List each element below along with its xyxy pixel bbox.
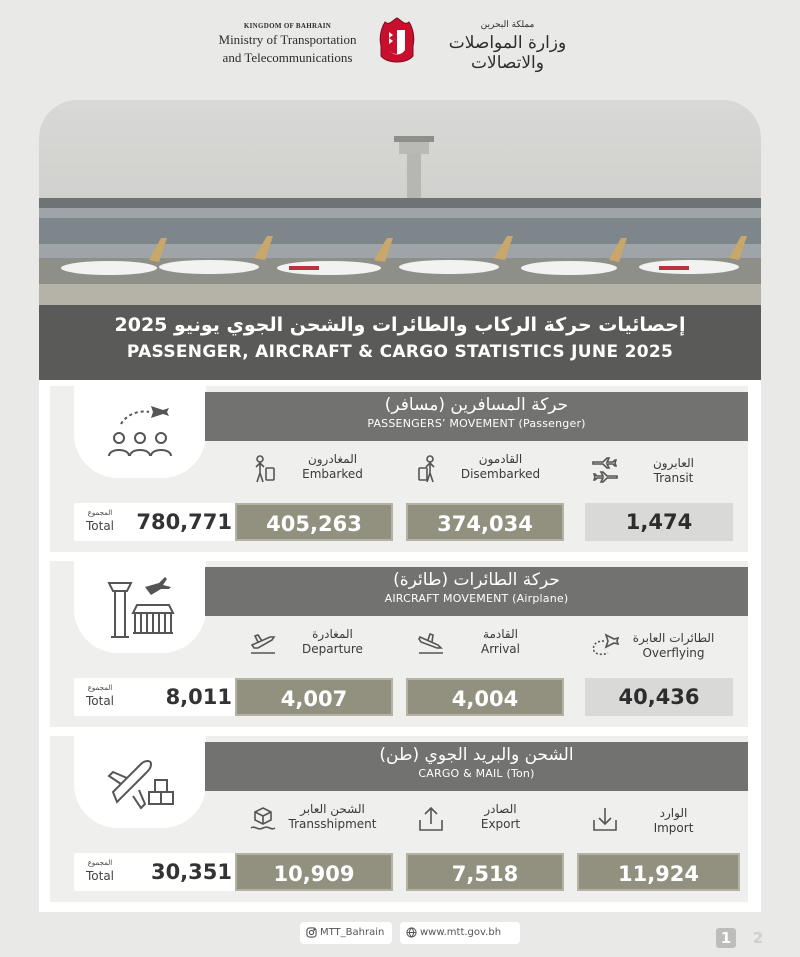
header: [0, 0, 800, 96]
kingdom-label-ar: مملكة البحرين: [480, 20, 535, 30]
ministry-line2-en: and Telecommunications: [222, 50, 353, 65]
footer-social: [300, 922, 520, 944]
person-luggage-icon: [416, 454, 446, 484]
passengers-icon-card: [74, 386, 206, 478]
website-link[interactable]: [400, 922, 520, 944]
kingdom-label-en: KINGDOM OF BAHRAIN: [243, 22, 332, 30]
page-title-en: PASSENGER, AIRCRAFT & CARGO STATISTICS JUNE 2025: [126, 342, 674, 362]
total-label-en: Total: [85, 869, 115, 883]
page-title-ar: إحصائيات حركة الركاب والطائرات والشحن الجوي يونيو 2025: [114, 314, 686, 336]
import-arrow-icon: [590, 804, 620, 834]
person-luggage-icon: [248, 454, 278, 484]
pagination: [716, 928, 776, 948]
bahrain-crest-icon: [377, 16, 417, 70]
total-label-en: Total: [85, 694, 115, 708]
arrival-label-ar: القادمة: [483, 627, 518, 641]
transit-label: [580, 446, 733, 491]
transshipment-label-en: Transshipment: [288, 817, 377, 831]
export-value: 7,518: [406, 853, 564, 891]
total-label-ar: المجموع: [87, 859, 113, 867]
passengers-section: [50, 386, 748, 552]
cargo-icon-card: [74, 736, 206, 828]
cargo-heading-ar: الشحن والبريد الجوي (طن): [379, 745, 574, 765]
aircraft-icon-card: [74, 561, 206, 653]
aircraft-heading-ar: حركة الطائرات (طائرة): [393, 570, 560, 590]
import-label-ar: الوارد: [659, 806, 688, 820]
embarked-value: 405,263: [235, 503, 393, 541]
total-label: [80, 684, 120, 708]
cargo-heading: [205, 742, 748, 791]
website-url: www.mtt.gov.bh: [420, 927, 502, 938]
total-label: [80, 859, 120, 883]
total-label-ar: المجموع: [87, 684, 113, 692]
disembarked-value: 374,034: [406, 503, 564, 541]
instagram-icon: [306, 927, 317, 938]
aircraft-total-value: 8,011: [165, 685, 232, 709]
transshipment-label-ar: الشحن العابر: [300, 802, 365, 816]
total-label-en: Total: [85, 519, 115, 533]
transshipment-label: [240, 796, 393, 841]
transit-label-ar: العابرون: [652, 456, 694, 470]
infographic-card: [39, 100, 761, 912]
export-label: [408, 796, 561, 841]
passengers-heading-ar: حركة المسافرين (مسافر): [384, 395, 569, 415]
embarked-label: [240, 446, 393, 491]
import-value: 11,924: [577, 853, 740, 891]
embarked-label-en: Embarked: [302, 467, 363, 481]
instagram-handle: MTT_Bahrain: [320, 927, 385, 938]
cargo-total-box: [74, 853, 242, 891]
departure-value: 4,007: [235, 678, 393, 716]
aircraft-total-box: [74, 678, 242, 716]
departure-label-en: Departure: [302, 642, 363, 656]
ministry-line1-en: Ministry of Transportation: [218, 32, 357, 47]
arrival-label: [408, 621, 561, 666]
cargo-heading-en: CARGO & MAIL (Ton): [418, 767, 535, 780]
transit-value: 1,474: [585, 503, 733, 541]
aircraft-section: [50, 561, 748, 727]
export-arrow-icon: [416, 804, 446, 834]
transit-label-en: Transit: [653, 471, 694, 485]
ministry-name-ar: [425, 20, 590, 73]
arrival-value: 4,004: [406, 678, 564, 716]
disembarked-label: [408, 446, 561, 491]
page-1[interactable]: 1: [716, 928, 736, 948]
passengers-heading-en: PASSENGERS’ MOVEMENT (Passenger): [367, 417, 586, 430]
instagram-link[interactable]: [300, 922, 392, 944]
overflying-value: 40,436: [585, 678, 733, 716]
departure-label-ar: المغادرة: [312, 627, 353, 641]
total-label: [80, 509, 120, 533]
plane-overflying-icon: [590, 629, 620, 659]
passengers-heading: [205, 392, 748, 441]
transshipment-value: 10,909: [235, 853, 393, 891]
import-label-en: Import: [653, 821, 694, 835]
plane-arrival-icon: [416, 629, 446, 659]
overflying-label: [580, 621, 733, 666]
passengers-total-box: [74, 503, 242, 541]
planes-transit-icon: [590, 454, 620, 484]
overflying-label-en: Overflying: [642, 646, 705, 660]
airport-photo: [39, 100, 761, 305]
cargo-total-value: 30,351: [150, 860, 232, 884]
aircraft-heading: [205, 567, 748, 616]
ministry-label-ar: وزارة المواصلات والاتصالات: [448, 33, 567, 73]
transshipment-box-icon: [248, 804, 278, 834]
embarked-label-ar: المغادرون: [307, 452, 358, 466]
passengers-total-value: 780,771: [136, 510, 232, 534]
plane-departure-icon: [248, 629, 278, 659]
passengers-plane-icon: [105, 398, 175, 468]
departure-label: [240, 621, 393, 666]
export-label-en: Export: [480, 817, 521, 831]
disembarked-label-ar: القادمون: [478, 452, 523, 466]
overflying-label-ar: الطائرات العابرة: [632, 631, 715, 645]
title-banner: [39, 305, 761, 380]
total-label-ar: المجموع: [87, 509, 113, 517]
ministry-name-en: [205, 22, 370, 66]
disembarked-label-en: Disembarked: [460, 467, 541, 481]
cargo-plane-boxes-icon: [105, 748, 175, 818]
cargo-section: [50, 736, 748, 902]
aircraft-heading-en: AIRCRAFT MOVEMENT (Airplane): [384, 592, 569, 605]
import-label: [580, 796, 733, 841]
airport-tower-icon: [105, 573, 175, 643]
arrival-label-en: Arrival: [481, 642, 520, 656]
export-label-ar: الصادر: [484, 802, 517, 816]
page-2[interactable]: 2: [752, 929, 764, 947]
globe-icon: [406, 927, 417, 938]
